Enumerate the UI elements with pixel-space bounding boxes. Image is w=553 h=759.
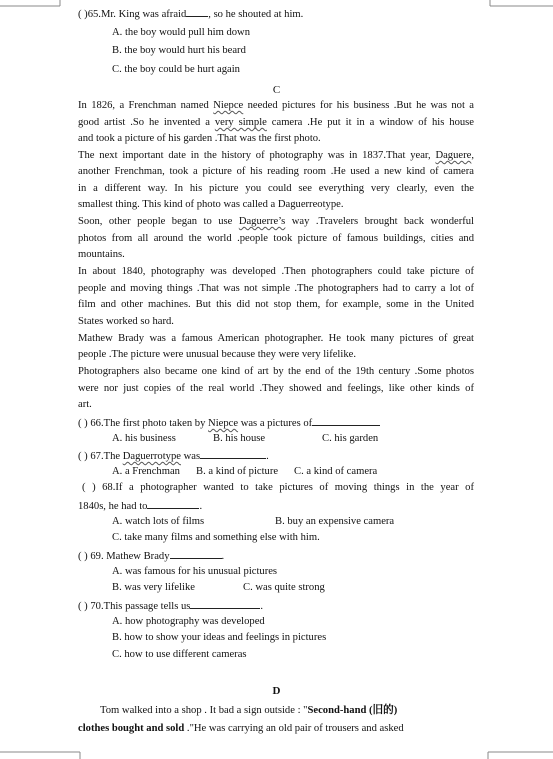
q69-option-c: C. was quite strong	[243, 582, 325, 593]
passage-line: States worked so hard.	[78, 316, 174, 327]
passage-line: mountains.	[78, 249, 125, 260]
question-65-stem	[78, 6, 303, 22]
crop-mark-top-right	[468, 0, 553, 12]
text-run: 1840s, he had to	[78, 501, 148, 512]
crop-mark-bottom-right	[466, 745, 553, 759]
text-run: ( ) 70.This passage tells us	[78, 601, 191, 612]
passage-line	[78, 149, 474, 163]
name-daguerres: Daguerre’s	[238, 216, 286, 227]
passage-line: Mathew Brady was a famous American photographer. He took many pictures of great	[78, 333, 474, 344]
passage-line: smallest thing. This kind of photo was called a Daguerreotype.	[78, 199, 344, 210]
section-heading-d: D	[272, 685, 281, 697]
q65-option-b: B. the boy would hurt his beard	[112, 45, 246, 56]
q69-blank	[170, 548, 222, 559]
text-run: ( ) 66.The first photo taken by	[78, 418, 209, 429]
q68-option-b: B. buy an expensive camera	[275, 516, 395, 527]
text-run: .	[199, 501, 203, 512]
q70-option-c: C. how to use different cameras	[112, 649, 247, 660]
passage-line: people and moving things .That was not simple .The photographers had to carry a lot of	[78, 283, 474, 294]
q66-option-b: B. his house	[213, 433, 266, 444]
q65-option-c: C. the boy could be hurt again	[112, 64, 240, 75]
crop-mark-top-left	[0, 0, 70, 12]
passage-d-line	[78, 722, 404, 736]
text-run: Soon, other people began to use	[78, 216, 239, 227]
question-69-stem	[78, 548, 224, 564]
question-67-stem	[78, 448, 269, 464]
text-run: good artist .So he invented a	[78, 117, 215, 128]
text-run: way .Travelers brought back wonderful	[285, 216, 475, 227]
underlined-phrase: very simple	[214, 117, 267, 128]
q69-option-a: A. was famous for his unusual pictures	[112, 566, 278, 577]
text-run: ( ) 69. Mathew Brady	[78, 551, 170, 562]
passage-line	[78, 99, 474, 113]
q70-option-a: A. how photography was developed	[112, 616, 265, 627]
text-run: .	[221, 551, 225, 562]
q66-option-a: A. his business	[112, 433, 176, 444]
text-run: ,	[471, 150, 474, 161]
passage-line: and took a picture of his garden .That was the first photo.	[78, 133, 321, 144]
q67-blank	[200, 448, 266, 459]
passage-line: were nor just copies of the real world .They showed and feelings, like other kinds of	[78, 383, 474, 394]
passage-line: Photographers also became one kind of art by the end of the 19th century .Some photos	[78, 366, 474, 377]
q65-option-a: A. the boy would pull him down	[112, 27, 251, 38]
bold-phrase: clothes bought and sold	[78, 723, 185, 734]
text-run: ."He was carrying an old pair of trousers and asked	[184, 723, 404, 734]
passage-line: art.	[78, 399, 92, 410]
passage-line: another Frenchman, took a picture of his reading room .He used a new kind of camera	[78, 166, 474, 177]
passage-line: film and other machines. But this did not stop them, for example, some in the United	[78, 299, 474, 310]
q66-option-c: C. his garden	[322, 433, 379, 444]
q69-option-b: B. was very lifelike	[112, 582, 195, 593]
q65-stem-after: , so he shouted at him.	[208, 9, 304, 20]
passage-line: photos from all around the world .people took picture of famous buildings, cities and	[78, 233, 474, 244]
q68-option-c: C. take many films and something else with him.	[112, 532, 320, 543]
text-run: was	[180, 451, 201, 462]
text-run: ( ) 67.The	[78, 451, 123, 462]
text-run: was a pictures of	[238, 418, 313, 429]
q65-stem-text: ( )65.Mr. King was afraid	[78, 9, 187, 20]
passage-line: In about 1840, photography was developed .Then photographers could take picture of	[78, 266, 474, 277]
q70-blank	[190, 598, 260, 609]
text-run: The next important date in the history of photography was in 1837.That year,	[78, 150, 436, 161]
name-niepce: Niepce	[213, 100, 244, 111]
text-run: needed pictures for his business .But he was not a	[243, 100, 474, 111]
passage-line	[78, 215, 474, 229]
crop-mark-bottom-left	[0, 745, 90, 759]
text-run: In 1826, a Frenchman named	[78, 100, 214, 111]
q67-option-a: A. a Frenchman	[112, 466, 180, 477]
q67-option-b: B. a kind of picture	[196, 466, 279, 477]
bold-phrase: Second-hand (旧的)	[307, 705, 398, 716]
text-run: camera .He put it in a window of his house	[266, 117, 474, 128]
passage-line: people .The picture were unusual because they were very lifelike.	[78, 349, 356, 360]
question-68-stem-cont	[78, 498, 202, 514]
question-68-stem: ( ) 68.If a photographer wanted to take pictures of moving things in the year of	[82, 482, 474, 493]
q68-blank	[147, 498, 199, 509]
section-heading-c: C	[272, 84, 281, 96]
passage-d-line	[100, 704, 397, 718]
passage-line	[78, 116, 474, 130]
name-niepce: Niepce	[208, 418, 239, 429]
name-daguere: Daguere	[435, 150, 472, 161]
q65-blank	[186, 6, 208, 17]
text-run: .	[266, 451, 269, 462]
q70-option-b: B. how to show your ideas and feelings in pictures	[112, 632, 327, 643]
question-66-stem	[78, 415, 380, 431]
q68-option-a: A. watch lots of films	[112, 516, 205, 527]
q67-option-c: C. a kind of camera	[294, 466, 378, 477]
term-daguerrotype: Daguerrotype	[122, 451, 181, 462]
question-70-stem	[78, 598, 263, 614]
text-run: Tom walked into a shop . It bad a sign outside : "	[100, 705, 308, 716]
q66-blank	[312, 415, 380, 426]
passage-line: in a different way. In his picture you could see everything very clearly, even the	[78, 183, 474, 194]
text-run: .	[260, 601, 264, 612]
